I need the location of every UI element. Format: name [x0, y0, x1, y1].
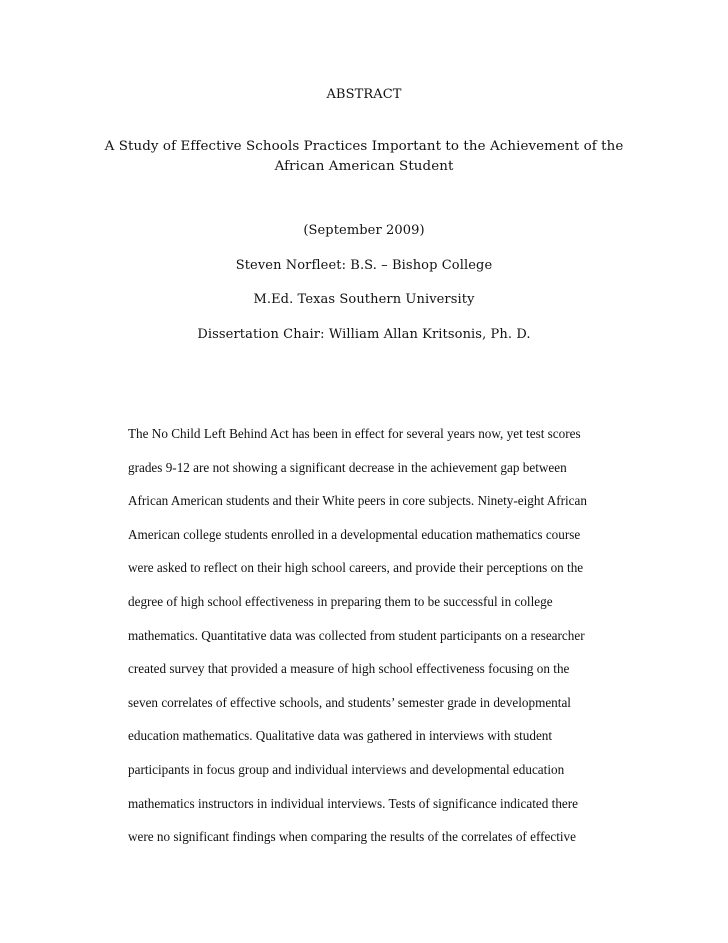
body-line: were no significant findings when comparing the results of the correlates of effective: [128, 829, 576, 845]
body-line: seven correlates of effective schools, and students’ semester grade in developmental: [128, 694, 571, 710]
abstract-body: [128, 424, 628, 861]
body-line: The No Child Left Behind Act has been in effect for several years now, yet test scores: [128, 426, 581, 441]
body-line: created survey that provided a measure of high school effectiveness focusing on the: [128, 661, 570, 677]
dissertation-chair-line: Dissertation Chair: William Allan Kritsonis, Ph. D.: [197, 327, 531, 342]
dissertation-title: [0, 137, 728, 177]
body-line: mathematics instructors in individual interviews. Tests of significance indicated there: [128, 795, 579, 811]
body-line: education mathematics. Qualitative data was gathered in interviews with student: [128, 728, 553, 744]
author-line: Steven Norfleet: B.S. – Bishop College: [235, 258, 493, 273]
body-line: mathematics. Quantitative data was collected from student participants on a researcher: [128, 627, 585, 643]
abstract-heading: ABSTRACT: [326, 87, 402, 102]
body-line: African American students and their White peers in core subjects. Ninety-eight African: [128, 493, 587, 509]
title-line-1: A Study of Effective Schools Practices Important to the Achievement of the: [104, 139, 624, 154]
date-line: (September 2009): [303, 223, 425, 238]
body-line: American college students enrolled in a developmental education mathematics course: [128, 526, 581, 542]
body-line: participants in focus group and individual interviews and developmental education: [128, 761, 565, 777]
title-line-2: African American Student: [274, 159, 454, 174]
body-line: were asked to reflect on their high school careers, and provide their perceptions on the: [128, 560, 584, 576]
body-line: grades 9-12 are not showing a significant decrease in the achievement gap between: [128, 459, 567, 475]
body-line: degree of high school effectiveness in preparing them to be successful in college: [128, 593, 553, 609]
degree-line: M.Ed. Texas Southern University: [253, 292, 475, 307]
